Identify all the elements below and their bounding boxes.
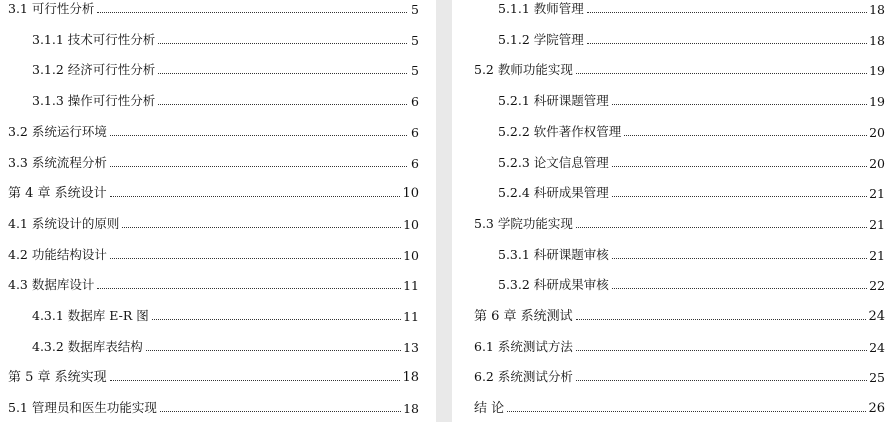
toc-entry[interactable]: [8, 243, 419, 263]
toc-entry-page-number: 10: [403, 247, 419, 263]
toc-entry-page-number: 22: [869, 278, 885, 294]
toc-entry[interactable]: [474, 212, 885, 232]
toc-entry-title: 6.1 系统测试方法: [474, 338, 573, 354]
toc-entry-page-number: 19: [869, 94, 885, 110]
toc-dot-leader: [576, 319, 867, 320]
toc-entry[interactable]: [474, 365, 885, 385]
toc-dot-leader: [612, 166, 867, 167]
toc-entry-page-number: 6: [411, 155, 419, 171]
toc-entry-page-number: 24: [868, 309, 885, 324]
toc-dot-leader: [110, 196, 401, 197]
toc-dot-leader: [612, 196, 867, 197]
toc-entry-title: 3.2 系统运行环境: [8, 123, 107, 139]
toc-entry[interactable]: [498, 181, 885, 201]
toc-dot-leader: [576, 73, 867, 74]
toc-entry-title: 5.2.3 论文信息管理: [498, 154, 609, 170]
toc-entry[interactable]: [8, 0, 419, 17]
toc-entry-title: 5.2.2 软件著作权管理: [498, 123, 622, 139]
toc-dot-leader: [152, 319, 401, 320]
toc-entry-title: 5.2 教师功能实现: [474, 62, 573, 78]
toc-entry-page-number: 18: [402, 370, 419, 386]
toc-entry-page-number: 24: [869, 339, 885, 355]
toc-entry-page-number: 21: [869, 216, 885, 232]
toc-entry-page-number: 5: [411, 63, 419, 79]
toc-entry-title: 5.3.2 科研成果审核: [498, 277, 609, 293]
toc-dot-leader: [110, 166, 407, 167]
toc-entry-title: 3.1.2 经济可行性分析: [32, 62, 156, 78]
toc-entry-title: 第 6 章 系统测试: [474, 309, 573, 324]
toc-entry[interactable]: [474, 335, 885, 355]
toc-dot-leader: [97, 12, 407, 13]
toc-entry-title: 5.2.1 科研课题管理: [498, 93, 609, 109]
toc-entry-title: 6.2 系统测试分析: [474, 369, 573, 385]
toc-entry[interactable]: [32, 304, 419, 324]
toc-dot-leader: [160, 411, 401, 412]
toc-entry[interactable]: [8, 181, 419, 201]
toc-dot-leader: [576, 350, 867, 351]
toc-entry[interactable]: [498, 273, 885, 293]
toc-dot-leader: [158, 73, 407, 74]
toc-entry[interactable]: [498, 151, 885, 171]
toc-dot-leader: [158, 43, 407, 44]
toc-dot-leader: [587, 43, 867, 44]
toc-entry[interactable]: [474, 304, 885, 324]
toc-entry[interactable]: [32, 89, 419, 109]
toc-entry[interactable]: [498, 120, 885, 140]
toc-entry-page-number: 25: [869, 370, 885, 386]
toc-entry[interactable]: [8, 120, 419, 140]
toc-entry[interactable]: [8, 273, 419, 293]
toc-entry-page-number: 11: [403, 278, 419, 294]
toc-entry[interactable]: [8, 212, 419, 232]
toc-entry[interactable]: [498, 89, 885, 109]
toc-entry-page-number: 11: [403, 309, 419, 324]
toc-dot-leader: [122, 227, 401, 228]
toc-entry-page-number: 18: [403, 401, 419, 417]
toc-entry[interactable]: [8, 151, 419, 171]
toc-dot-leader: [110, 135, 407, 136]
toc-entry-page-number: 21: [869, 247, 885, 263]
toc-dot-leader: [612, 104, 867, 105]
toc-entry-page-number: 10: [402, 186, 419, 202]
toc-entry-title: 4.1 系统设计的原则: [8, 215, 120, 231]
toc-entry[interactable]: [498, 243, 885, 263]
toc-entry-page-number: 18: [869, 32, 885, 48]
toc-entry-page-number: 5: [411, 2, 419, 17]
toc-dot-leader: [97, 288, 401, 289]
toc-dot-leader: [146, 350, 401, 351]
toc-entry-page-number: 19: [869, 63, 885, 79]
toc-entry-title: 3.1 可行性分析: [8, 1, 95, 16]
toc-entry-page-number: 20: [869, 155, 885, 171]
toc-dot-leader: [507, 411, 866, 412]
toc-entry-title: 5.3.1 科研课题审核: [498, 246, 609, 262]
toc-entry-title: 4.3.2 数据库表结构: [32, 338, 143, 354]
toc-entry[interactable]: [474, 58, 885, 78]
toc-entry[interactable]: [32, 335, 419, 355]
toc-page-left: [0, 0, 436, 422]
toc-entry-title: 5.1.2 学院管理: [498, 31, 584, 47]
toc-dot-leader: [612, 288, 867, 289]
toc-entry-title: 3.3 系统流程分析: [8, 154, 107, 170]
toc-entry-title: 4.3.1 数据库 E-R 图: [32, 308, 149, 323]
toc-entry[interactable]: [32, 28, 419, 48]
toc-entry[interactable]: [8, 365, 419, 385]
toc-entry-title: 4.3 数据库设计: [8, 277, 95, 293]
toc-entry-page-number: 18: [869, 2, 885, 17]
toc-entry-title: 5.1.1 教师管理: [498, 1, 584, 16]
toc-entry[interactable]: [8, 396, 419, 416]
toc-entry-page-number: 5: [411, 32, 419, 48]
toc-entry-title: 结 论: [474, 401, 505, 417]
toc-entry-title: 3.1.1 技术可行性分析: [32, 31, 156, 47]
toc-dot-leader: [576, 227, 867, 228]
toc-dot-leader: [110, 380, 401, 381]
toc-entry-title: 3.1.3 操作可行性分析: [32, 93, 156, 109]
toc-dot-leader: [624, 135, 867, 136]
toc-dot-leader: [158, 104, 407, 105]
toc-entry-page-number: 21: [869, 186, 885, 202]
toc-entry-page-number: 6: [411, 94, 419, 110]
toc-dot-leader: [110, 258, 401, 259]
toc-entry[interactable]: [498, 28, 885, 48]
toc-entry[interactable]: [498, 0, 885, 17]
toc-entry[interactable]: [474, 396, 885, 416]
toc-entry-title: 第 4 章 系统设计: [8, 186, 107, 202]
toc-entry-page-number: 20: [869, 124, 885, 140]
toc-entry-title: 4.2 功能结构设计: [8, 246, 107, 262]
toc-entry-title: 5.2.4 科研成果管理: [498, 185, 609, 201]
toc-dot-leader: [576, 380, 867, 381]
toc-dot-leader: [587, 12, 867, 13]
toc-entry-page-number: 10: [403, 216, 419, 232]
toc-entry-page-number: 26: [868, 401, 885, 417]
toc-entry[interactable]: [32, 58, 419, 78]
toc-page-right: [452, 0, 888, 422]
toc-entry-page-number: 6: [411, 124, 419, 140]
toc-entry-title: 5.3 学院功能实现: [474, 215, 573, 231]
toc-entry-page-number: 13: [403, 339, 419, 355]
toc-entry-title: 第 5 章 系统实现: [8, 370, 107, 386]
toc-entry-title: 5.1 管理员和医生功能实现: [8, 400, 157, 416]
toc-dot-leader: [612, 258, 867, 259]
